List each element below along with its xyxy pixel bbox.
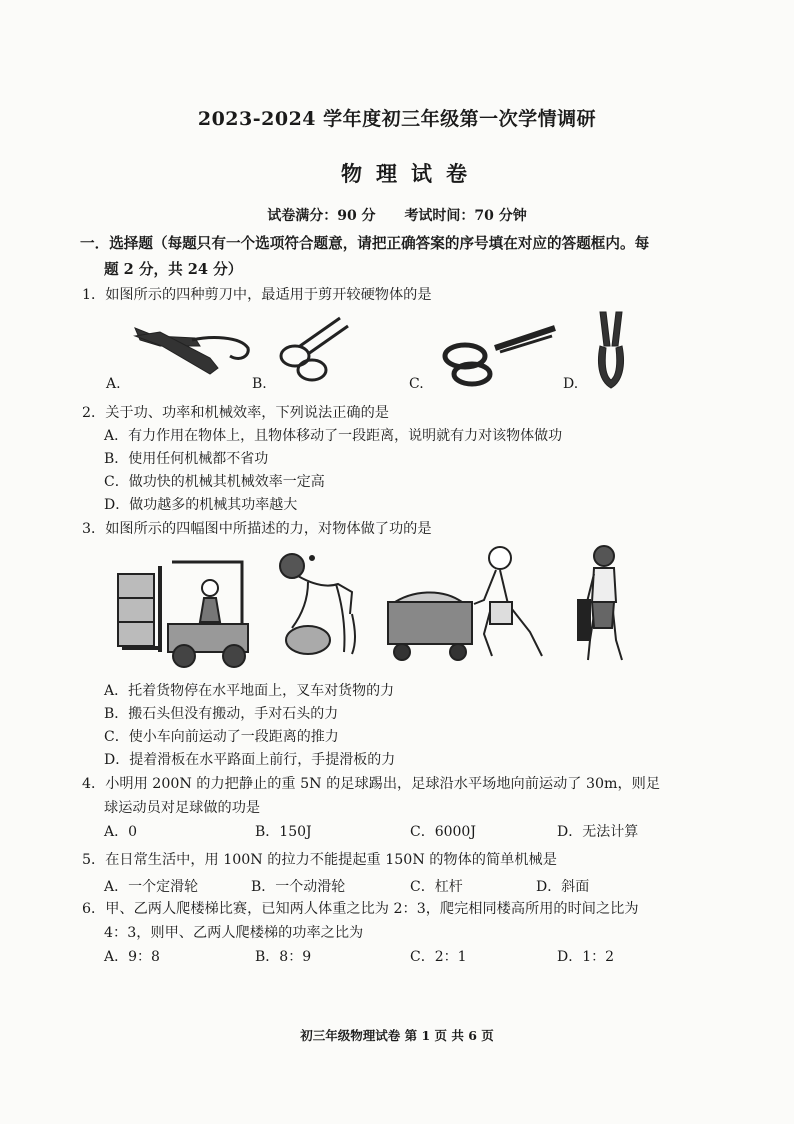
- subject-title: 物理试卷: [341, 161, 481, 186]
- question-4-option-a: A．0: [104, 824, 138, 840]
- thread-snips-icon: [598, 312, 623, 388]
- question-2-stem: 2．关于功、功率和机械效率，下列说法正确的是: [82, 405, 389, 421]
- question-1-label-d: D.: [563, 376, 579, 392]
- carrying-skateboard-icon: [578, 546, 622, 660]
- question-4-option-d: D．无法计算: [557, 824, 639, 840]
- pushing-cart-icon: [388, 547, 542, 660]
- question-3-figure: [112, 544, 632, 668]
- exam-meta: [0, 205, 794, 225]
- question-3-option-d: D．提着滑板在水平路面上前行，手提滑板的力: [104, 752, 396, 768]
- exam-time: 考试时间：70 分钟: [404, 208, 527, 224]
- question-5-option-a: A．一个定滑轮: [104, 879, 199, 895]
- question-3-stem: 3．如图所示的四幅图中所描述的力，对物体做了功的是: [82, 521, 432, 537]
- question-2-option-b: B．使用任何机械都不省功: [104, 451, 269, 467]
- question-5-option-c: C．杠杆: [410, 879, 463, 895]
- question-6-option-b: B．8：9: [255, 949, 312, 965]
- work-scenes-figure: [112, 544, 632, 668]
- scissors-figure: [100, 306, 640, 396]
- question-3-option-a: A．托着货物停在水平地面上，叉车对货物的力: [104, 683, 395, 699]
- full-score: 试卷满分：90 分: [267, 208, 376, 224]
- question-1-label-b: B.: [252, 376, 267, 392]
- question-6-option-d: D．1：2: [557, 949, 615, 965]
- section-heading-cont: 题 2 分，共 24 分）: [104, 261, 243, 278]
- question-5-stem: 5．在日常生活中，用 100N 的拉力不能提起重 150N 的物体的简单机械是: [82, 852, 557, 868]
- question-4-stem-cont: 球运动员对足球做的功是: [104, 800, 261, 816]
- question-4-option-b: B．150J: [255, 824, 312, 840]
- question-1-label-c: C.: [409, 376, 424, 392]
- question-5-option-d: D．斜面: [536, 879, 590, 895]
- lifting-stone-icon: [280, 554, 355, 654]
- question-2-option-a: A．有力作用在物体上，且物体移动了一段距离，说明就有力对该物体做功: [104, 428, 563, 444]
- long-scissors-icon: [445, 328, 555, 384]
- question-1-stem: 1．如图所示的四种剪刀中，最适用于剪开较硬物体的是: [82, 287, 432, 303]
- question-2-option-c: C．做功快的机械其机械效率一定高: [104, 474, 325, 490]
- question-3-option-c: C．使小车向前运动了一段距离的推力: [104, 729, 339, 745]
- section-heading: 一．选择题（每题只有一个选项符合题意，请把正确答案的序号填在对应的答题框内。每: [80, 235, 650, 252]
- question-1-figure: [100, 306, 640, 396]
- question-6-option-c: C．2：1: [410, 949, 467, 965]
- question-6-stem: 6．甲、乙两人爬楼梯比赛，已知两人体重之比为 2：3，爬完相同楼高所用的时间之比为: [82, 901, 639, 917]
- question-6-option-a: A．9：8: [104, 949, 160, 965]
- page-footer: 初三年级物理试卷 第 1 页 共 6 页: [300, 1028, 494, 1043]
- question-6-stem-cont: 4：3，则甲、乙两人爬楼梯的功率之比为: [104, 925, 364, 941]
- pruning-shears-icon: [135, 328, 248, 374]
- question-2-option-d: D．做功越多的机械其功率越大: [104, 497, 298, 513]
- question-4-stem: 4．小明用 200N 的力把静止的重 5N 的足球踢出，足球沿水平场地向前运动了 30m，则足: [82, 776, 661, 792]
- forklift-icon: [118, 562, 248, 667]
- question-3-option-b: B．搬石头但没有搬动，手对石头的力: [104, 706, 339, 722]
- small-scissors-icon: [281, 318, 348, 380]
- exam-title: 2023-2024 学年度初三年级第一次学情调研: [197, 108, 597, 130]
- question-4-option-c: C．6000J: [410, 824, 476, 840]
- question-5-option-b: B．一个动滑轮: [251, 879, 346, 895]
- question-1-label-a: A.: [106, 376, 121, 392]
